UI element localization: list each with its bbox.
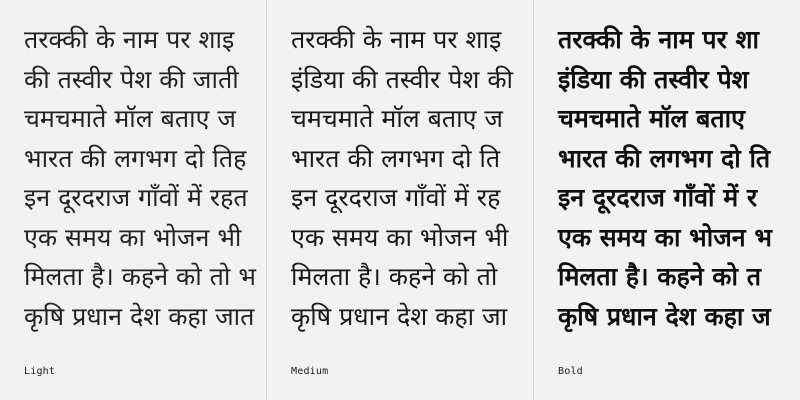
specimen-panel-light <box>0 0 266 400</box>
sample-line: कृषि प्रधान देश कहा जा <box>291 301 508 331</box>
sample-line: मिलता है। कहने को तो भ <box>24 262 256 291</box>
sample-line: तरक्की के नाम पर शाइ <box>291 25 502 54</box>
specimen-panel-bold <box>534 0 800 400</box>
weight-label: Bold <box>558 366 583 377</box>
sample-line: कृषि प्रधान देश कहा ज <box>558 301 771 331</box>
sample-line: इन दूरदराज गाँवों में रहत <box>24 183 248 212</box>
sample-line: मिलता है। कहने को तो <box>291 262 498 291</box>
sample-line: मिलता है। कहने को त <box>558 262 761 291</box>
sample-line: एक समय का भोजन भी <box>24 222 242 252</box>
weight-label: Medium <box>291 366 329 377</box>
specimen-panel-medium <box>267 0 533 400</box>
sample-line: भारत की लगभग दो ति <box>291 143 501 173</box>
sample-line: इन दूरदराज गाँवों में रह <box>291 183 501 212</box>
sample-line: तरक्की के नाम पर शा <box>558 25 759 54</box>
sample-line: कृषि प्रधान देश कहा जात <box>24 301 255 331</box>
sample-line: इंडिया की तस्वीर पेश <box>558 64 749 94</box>
sample-line: की तस्वीर पेश की जाती <box>24 64 239 94</box>
sample-line: तरक्की के नाम पर शाइ <box>24 25 235 54</box>
sample-line: इन दूरदराज गाँवों में र <box>558 183 758 212</box>
sample-text-block <box>291 20 533 336</box>
sample-line: एक समय का भोजन भ <box>558 222 772 252</box>
sample-line: चमचमाते मॉल बताए <box>558 104 745 133</box>
sample-line: एक समय का भोजन भी <box>291 222 509 252</box>
weight-label: Light <box>24 366 56 377</box>
sample-line: चमचमाते मॉल बताए ज <box>291 104 503 133</box>
sample-text-block <box>24 20 266 336</box>
sample-line: भारत की लगभग दो तिह <box>24 143 247 173</box>
sample-line: इंडिया की तस्वीर पेश की <box>291 64 514 94</box>
sample-text-block <box>558 20 800 336</box>
sample-line: चमचमाते मॉल बताए ज <box>24 104 236 133</box>
sample-line: भारत की लगभग दो ति <box>558 143 771 173</box>
